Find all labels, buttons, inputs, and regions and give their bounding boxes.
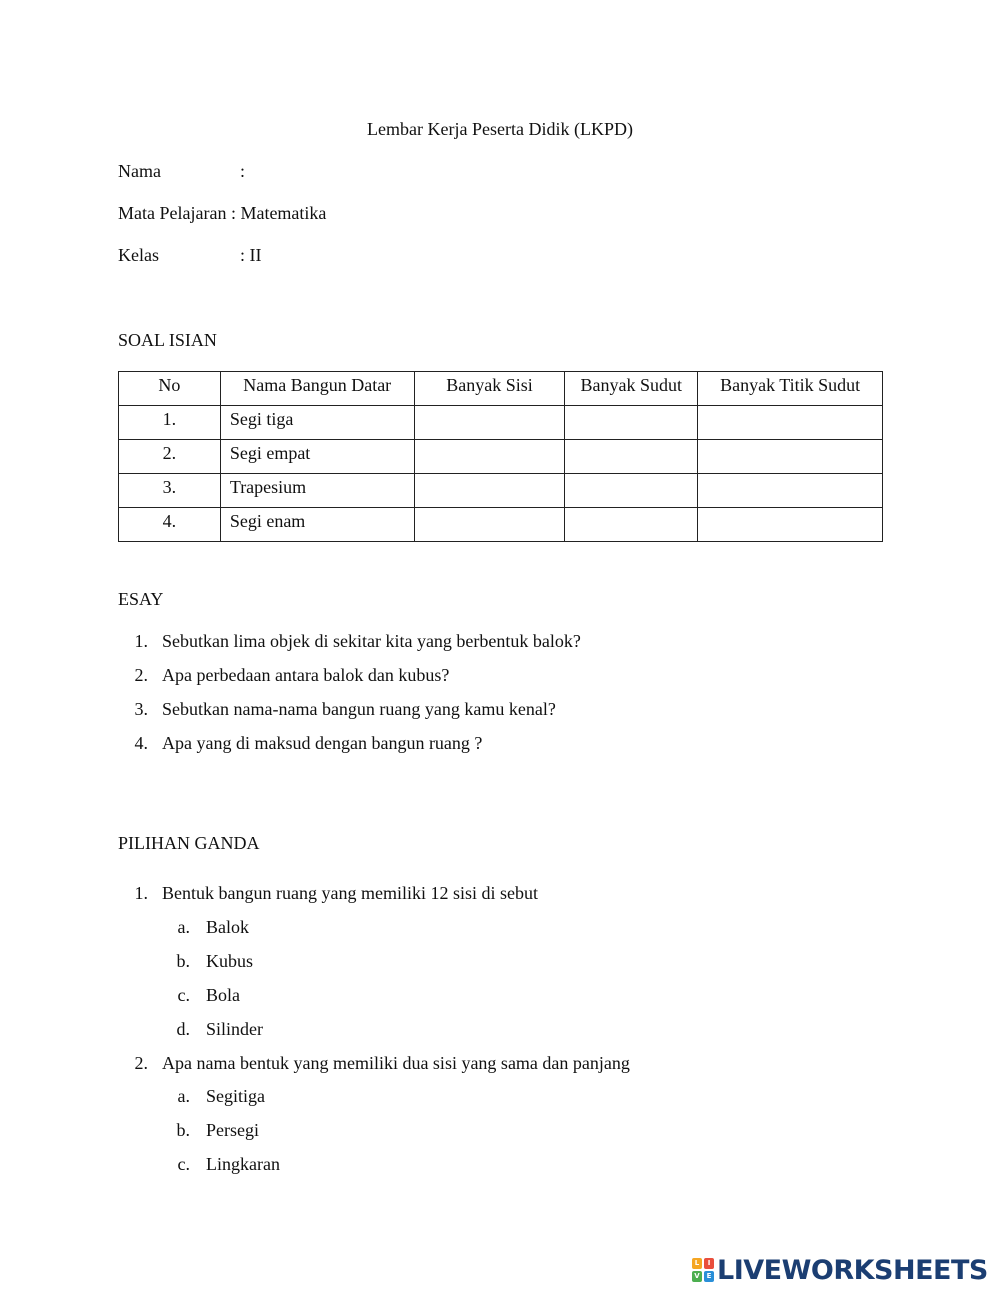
answer-cell-sisi[interactable]: [414, 440, 565, 474]
option-balok[interactable]: Balok: [206, 917, 249, 937]
header-no: No: [119, 372, 221, 406]
header-banyak-titik-sudut: Banyak Titik Sudut: [698, 372, 883, 406]
essay-item-number: 2.: [134, 665, 148, 685]
answer-cell-sisi[interactable]: [414, 406, 565, 440]
option-letter: d.: [176, 1019, 190, 1039]
kelas-label: Kelas: [118, 245, 159, 265]
page-title: Lembar Kerja Peserta Didik (LKPD): [367, 119, 633, 139]
mata-pelajaran-line: Mata Pelajaran : Matematika: [118, 203, 327, 223]
option-letter: c.: [177, 1154, 190, 1174]
soal-isian-heading: SOAL ISIAN: [118, 330, 217, 350]
table-row: [119, 508, 883, 542]
logo-icon-tile: L: [692, 1258, 702, 1269]
answer-cell-sudut[interactable]: [565, 440, 698, 474]
option-letter: c.: [177, 985, 190, 1005]
essay-item-number: 4.: [134, 733, 148, 753]
row-number: 2.: [119, 440, 221, 474]
table-header-row: [119, 372, 883, 406]
answer-cell-sudut[interactable]: [565, 474, 698, 508]
kelas-value: : II: [240, 245, 262, 265]
soal-isian-table: [118, 371, 883, 542]
essay-item-text: Apa perbedaan antara balok dan kubus?: [162, 665, 450, 685]
question-number: 2.: [134, 1053, 148, 1073]
option-persegi[interactable]: Persegi: [206, 1120, 259, 1140]
option-letter: a.: [177, 917, 190, 937]
essay-item-number: 3.: [134, 699, 148, 719]
header-banyak-sudut: Banyak Sudut: [565, 372, 698, 406]
pilihan-ganda-heading: PILIHAN GANDA: [118, 833, 260, 853]
essay-item-text: Sebutkan lima objek di sekitar kita yang berbentuk balok?: [162, 631, 581, 651]
header-nama-bangun-datar: Nama Bangun Datar: [220, 372, 414, 406]
answer-cell-sisi[interactable]: [414, 474, 565, 508]
essay-item-text: Sebutkan nama-nama bangun ruang yang kamu kenal?: [162, 699, 556, 719]
option-kubus[interactable]: Kubus: [206, 951, 254, 971]
question-text: Bentuk bangun ruang yang memiliki 12 sisi di sebut: [162, 883, 538, 903]
header-banyak-sisi: Banyak Sisi: [414, 372, 565, 406]
logo-icon-tile: V: [692, 1271, 702, 1282]
question-number: 1.: [134, 883, 148, 903]
row-number: 1.: [119, 406, 221, 440]
option-letter: b.: [176, 951, 190, 971]
row-number: 3.: [119, 474, 221, 508]
essay-item-number: 1.: [134, 631, 148, 651]
option-letter: b.: [176, 1120, 190, 1140]
nama-colon: :: [240, 161, 246, 181]
option-letter: a.: [177, 1086, 190, 1106]
row-shape-name: Segi enam: [220, 508, 414, 542]
row-shape-name: Segi tiga: [220, 406, 414, 440]
answer-cell-titik-sudut[interactable]: [698, 440, 883, 474]
option-silinder[interactable]: Silinder: [206, 1019, 263, 1039]
essay-item-text: Apa yang di maksud dengan bangun ruang ?: [162, 733, 483, 753]
table-row: [119, 440, 883, 474]
essay-heading: ESAY: [118, 589, 164, 609]
question-text: Apa nama bentuk yang memiliki dua sisi yang sama dan panjang: [162, 1053, 630, 1073]
logo-icon-tile: E: [704, 1271, 714, 1282]
logo-icon-tile: I: [704, 1258, 714, 1269]
row-number: 4.: [119, 508, 221, 542]
option-segitiga[interactable]: Segitiga: [206, 1086, 265, 1106]
liveworksheets-logo-icon: [692, 1258, 714, 1282]
answer-cell-sudut[interactable]: [565, 406, 698, 440]
option-bola[interactable]: Bola: [206, 985, 240, 1005]
answer-cell-sudut[interactable]: [565, 508, 698, 542]
row-shape-name: Segi empat: [220, 440, 414, 474]
answer-cell-titik-sudut[interactable]: [698, 406, 883, 440]
logo-text: LIVEWORKSHEETS: [717, 1254, 988, 1286]
liveworksheets-logo: [692, 1254, 988, 1286]
table-row: [119, 406, 883, 440]
option-lingkaran[interactable]: Lingkaran: [206, 1154, 280, 1174]
answer-cell-sisi[interactable]: [414, 508, 565, 542]
answer-cell-titik-sudut[interactable]: [698, 474, 883, 508]
table-row: [119, 474, 883, 508]
row-shape-name: Trapesium: [220, 474, 414, 508]
answer-cell-titik-sudut[interactable]: [698, 508, 883, 542]
nama-label: Nama: [118, 161, 161, 181]
